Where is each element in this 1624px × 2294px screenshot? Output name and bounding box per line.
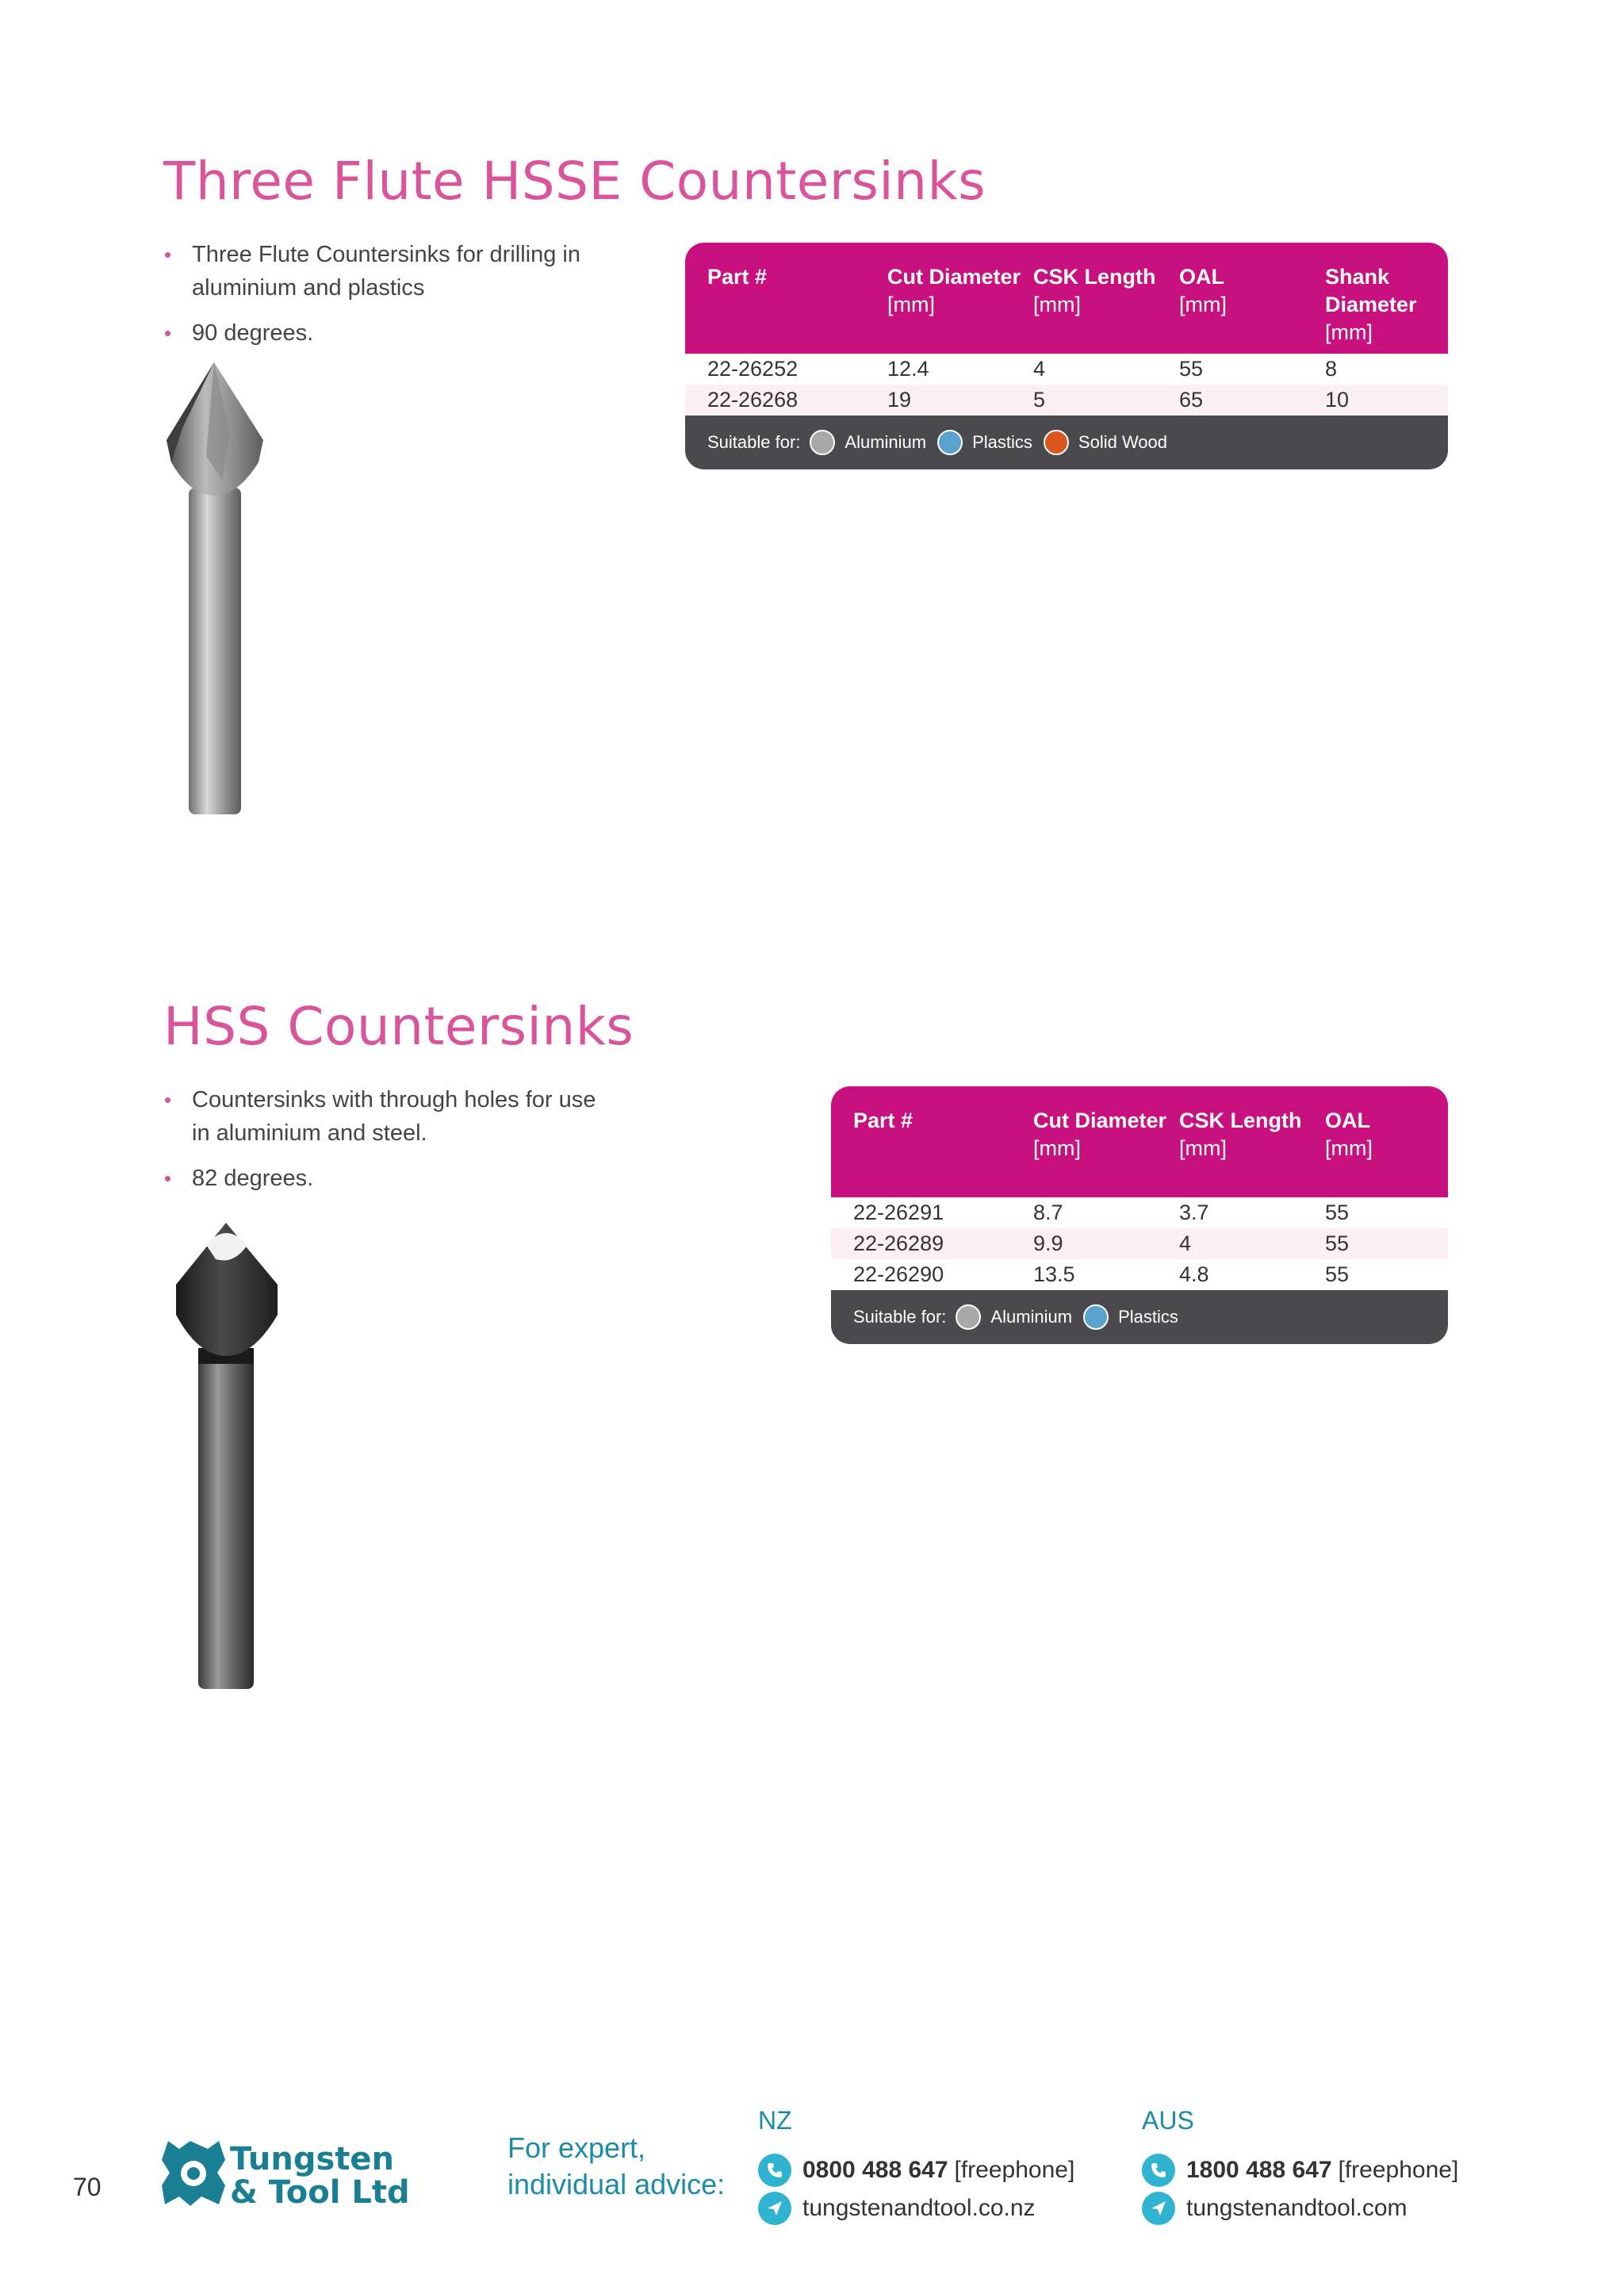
column-header: Part # — [853, 1109, 914, 1132]
material-swatch-aluminium — [956, 1304, 981, 1330]
table-header — [831, 1086, 1448, 1197]
material-swatch-aluminium — [810, 430, 835, 455]
material-label: Solid Wood — [1078, 432, 1168, 452]
material-swatch-plastics — [937, 430, 963, 455]
table-row: 22-26252 12.4 4 55 8 — [707, 357, 1338, 381]
suitable-label: Suitable for: — [853, 1307, 947, 1327]
spec-table — [685, 243, 1448, 469]
phone-icon — [1142, 2154, 1175, 2187]
table-row: 22-26268 19 5 65 10 — [685, 385, 1448, 416]
table-row: 22-26291 8.7 3.7 55 — [853, 1201, 1350, 1224]
feature-bullet: Countersinks with through holes for use in aluminium and steel. — [163, 1083, 607, 1150]
material-label: Plastics — [972, 432, 1032, 452]
column-header: OAL [mm] — [1325, 1109, 1373, 1160]
table-row: 22-26289 9.9 4 55 — [831, 1228, 1448, 1259]
table-row: 22-26290 13.5 4.8 55 — [853, 1262, 1350, 1286]
suitable-for-bar — [685, 416, 1448, 469]
aus-website-link[interactable]: tungstenandtool.com — [1142, 2192, 1408, 2225]
logo-text: & Tool Ltd — [230, 2174, 410, 2209]
column-header: Cut Diameter [mm] — [1033, 1109, 1167, 1160]
tungsten-tool-logo — [162, 2138, 423, 2209]
material-label: Aluminium — [990, 1307, 1073, 1327]
column-header: CSK Length [mm] — [1033, 265, 1156, 316]
feature-bullet: 90 degrees. — [163, 316, 607, 350]
region-label-aus: AUS — [1142, 2106, 1194, 2135]
page-number: 70 — [73, 2173, 102, 2201]
advice-text: For expert, individual advice: — [508, 2131, 726, 2200]
send-icon — [758, 2192, 791, 2225]
material-label: Plastics — [1118, 1307, 1178, 1327]
nz-phone[interactable]: 0800 488 647 [freephone] — [758, 2154, 1074, 2187]
three-flute-countersink-image — [135, 361, 293, 821]
suitable-for-bar — [831, 1290, 1448, 1344]
column-header: OAL [mm] — [1179, 265, 1227, 316]
column-header: CSK Length [mm] — [1179, 1109, 1302, 1160]
feature-bullet: 82 degrees. — [163, 1162, 607, 1195]
column-header: Part # — [707, 265, 768, 289]
feature-bullet: Three Flute Countersinks for drilling in aluminium and plastics — [163, 238, 607, 304]
feature-list — [163, 1083, 607, 1207]
table-header — [685, 243, 1448, 354]
hss-countersink-image — [159, 1221, 293, 1697]
region-label-nz: NZ — [758, 2106, 792, 2135]
suitable-label: Suitable for: — [707, 432, 801, 452]
send-icon — [1142, 2192, 1175, 2225]
material-swatch-plastics — [1083, 1304, 1109, 1330]
column-header: Shank Diameter [mm] — [1325, 265, 1417, 344]
aus-phone[interactable]: 1800 488 647 [freephone] — [1142, 2154, 1458, 2187]
phone-icon — [758, 2154, 791, 2187]
spec-table — [831, 1086, 1448, 1344]
nz-website-link[interactable]: tungstenandtool.co.nz — [758, 2192, 1036, 2225]
section-title: HSS Countersinks — [163, 996, 634, 1057]
material-label: Aluminium — [845, 432, 927, 452]
logo-text: Tungsten — [230, 2141, 395, 2177]
feature-list — [163, 238, 607, 362]
material-swatch-solid-wood — [1044, 430, 1069, 455]
section-title: Three Flute HSSE Countersinks — [163, 151, 986, 212]
column-header: Cut Diameter [mm] — [887, 265, 1021, 316]
